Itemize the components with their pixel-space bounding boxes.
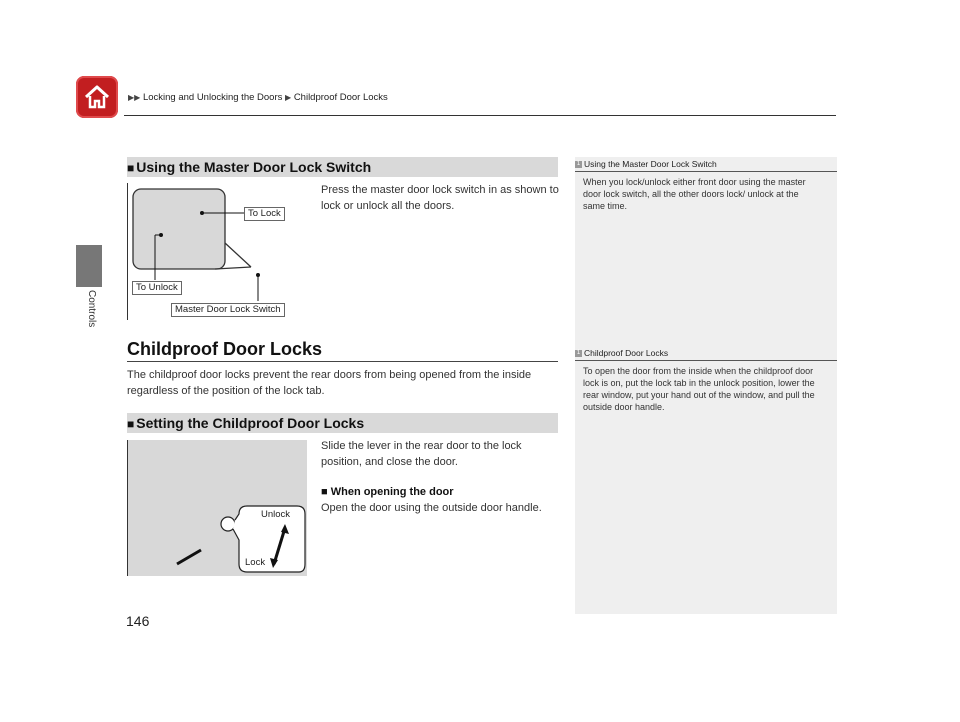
subhead-text: When opening the door (330, 486, 454, 498)
breadcrumb-arrow-icon: ▶▶ (128, 93, 141, 102)
square-bullet-icon: ■ (127, 417, 135, 431)
breadcrumb-part-1[interactable]: Locking and Unlocking the Doors (142, 92, 283, 103)
note-title-master-switch (575, 159, 717, 169)
section-header-master-switch (127, 157, 558, 177)
opening-door-instructions: Open the door using the outside door handle. (321, 502, 542, 514)
setting-instructions: Slide the lever in the rear door to the lock position, and close the door. (321, 440, 522, 468)
callout-master-switch: Master Door Lock Switch (171, 303, 285, 317)
page-number: 146 (126, 613, 150, 629)
callout-to-lock: To Lock (244, 207, 285, 221)
home-icon[interactable] (76, 76, 118, 118)
note-marker-icon: 1 (576, 161, 581, 168)
note-body-master-switch: When you lock/unlock either front door using the master door lock switch, all the other doors lock/ unlock at the same time. (583, 177, 806, 211)
side-tab-marker (76, 245, 102, 287)
note-body-childproof: To open the door from the inside when the childproof door lock is on, put the lock tab in the unlock position, lower the rear window, put your hand out of the window, and pull the outside door handle. (583, 366, 815, 412)
callout-to-unlock: To Unlock (132, 281, 182, 295)
childproof-intro: The childproof door locks prevent the rear doors from being opened from the inside regardless of the position of the lock tab. (127, 369, 532, 397)
header-divider (124, 115, 836, 116)
section-header-text: Setting the Childproof Door Locks (136, 415, 365, 431)
note-marker-icon: 1 (576, 350, 581, 357)
page-title: Childproof Door Locks (127, 339, 322, 359)
side-tab-label: Controls (86, 290, 97, 328)
square-bullet-icon: ■ (321, 486, 328, 498)
note-divider (575, 360, 837, 361)
note-title-text: Childproof Door Locks (584, 348, 669, 358)
master-switch-instructions: Press the master door lock switch in as shown to lock or unlock all the doors. (321, 184, 559, 212)
note-title-childproof (575, 348, 668, 358)
section-header-text: Using the Master Door Lock Switch (136, 159, 372, 175)
note-divider (575, 171, 837, 172)
note-title-text: Using the Master Door Lock Switch (584, 159, 717, 169)
section-header-setting-childproof (127, 413, 558, 433)
master-switch-illustration (127, 183, 307, 320)
breadcrumb (128, 92, 388, 103)
childproof-lever-illustration (127, 440, 307, 576)
callout-unlock: Unlock (261, 509, 291, 520)
subhead-opening-door (321, 486, 454, 498)
breadcrumb-arrow-icon: ▶ (285, 93, 292, 102)
title-divider (127, 361, 558, 362)
square-bullet-icon: ■ (127, 161, 135, 175)
breadcrumb-part-2[interactable]: Childproof Door Locks (293, 92, 388, 103)
callout-lock: Lock (245, 557, 266, 568)
